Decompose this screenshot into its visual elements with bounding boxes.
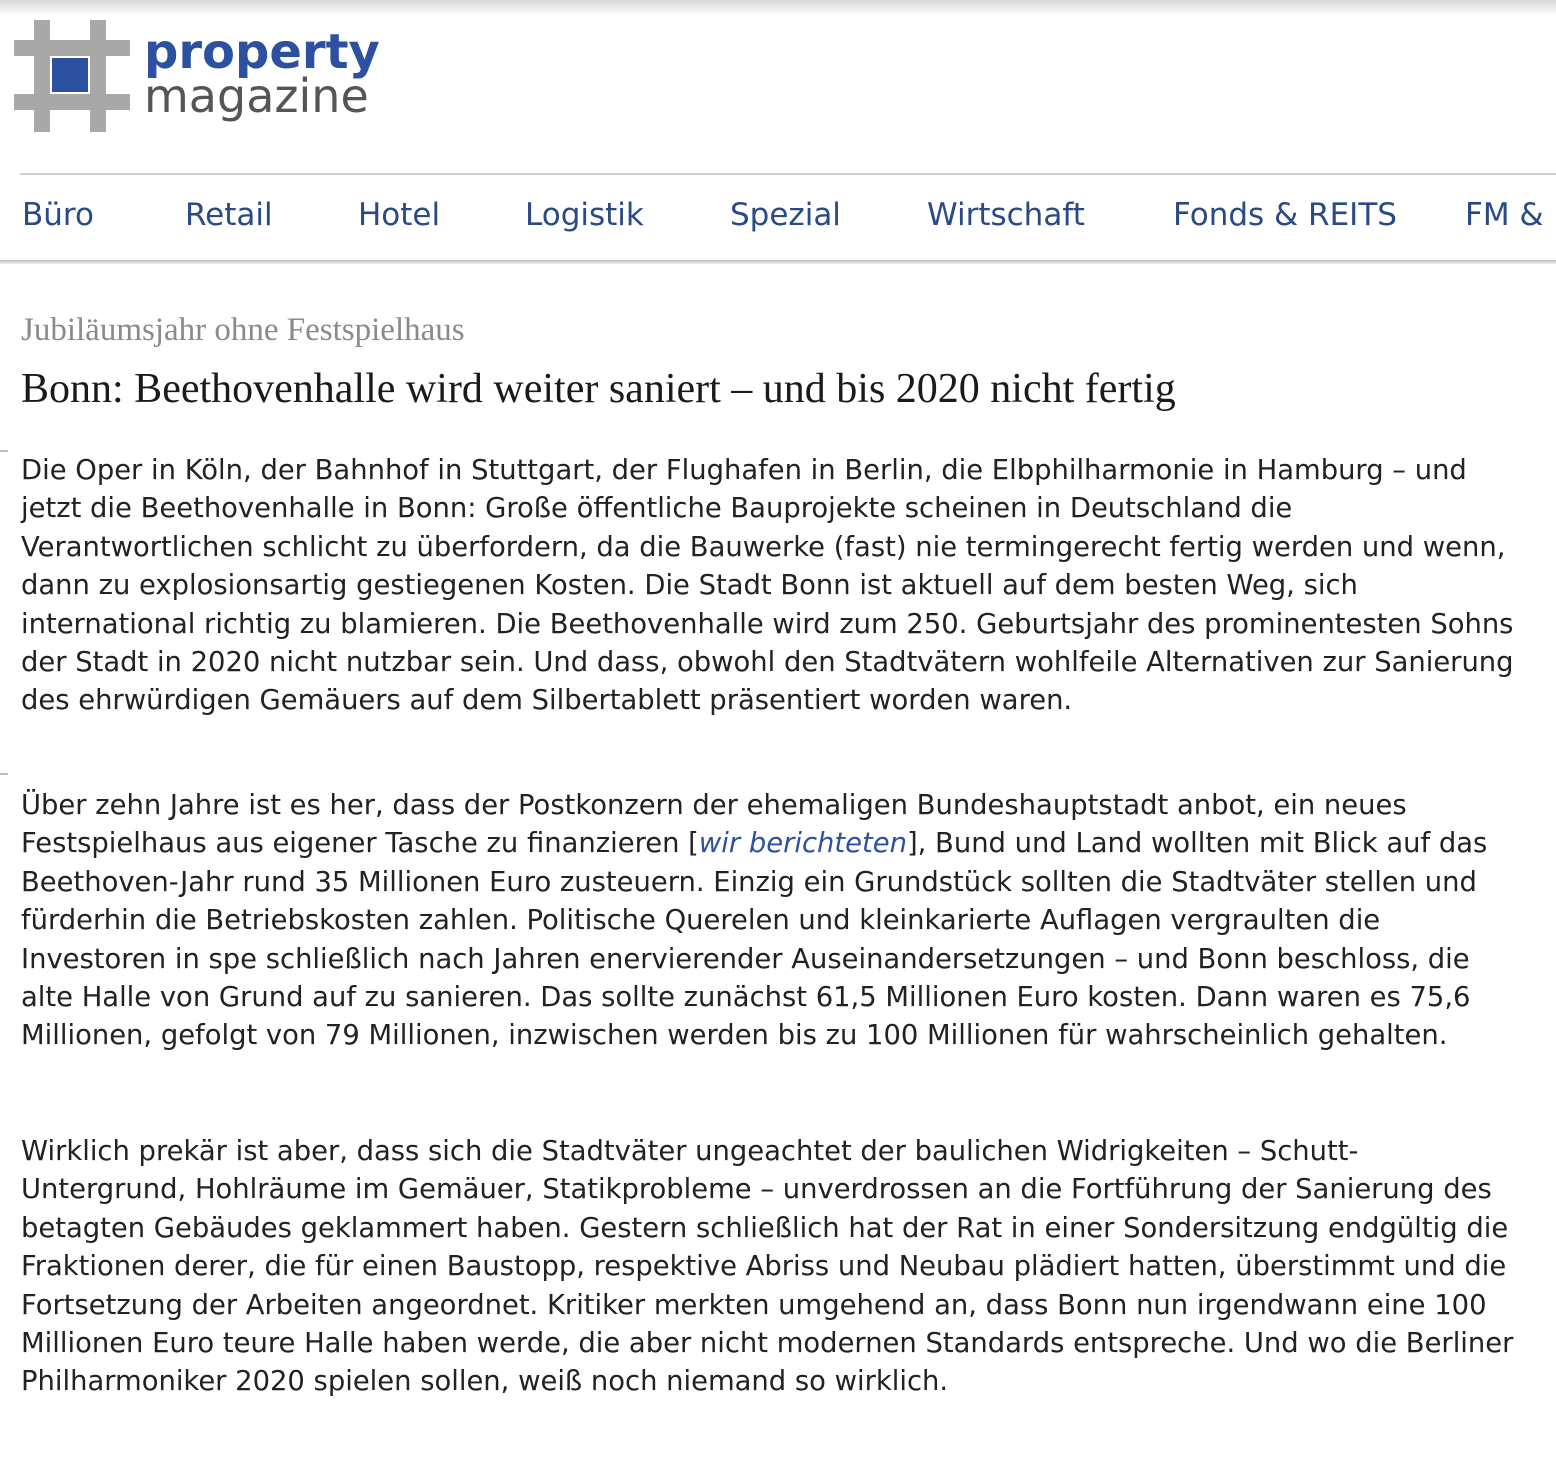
nav-item-fm[interactable]: FM & (1465, 197, 1544, 233)
nav-item-hotel[interactable]: Hotel (358, 197, 441, 233)
paragraph-2-text-start: Über zehn Jahre ist es her, dass der Postkonzern der ehemaligen Bundeshauptstadt anbot, ein neues Festspielhaus aus eigener Tasche zu finanzieren [ (21, 790, 1407, 860)
nav-item-spezial[interactable]: Spezial (730, 197, 841, 233)
nav-item-fonds-reits[interactable]: Fonds & REITS (1173, 197, 1397, 233)
wir-berichteten-link[interactable]: wir berichteten (698, 828, 907, 860)
logo-text-property: property (144, 24, 380, 80)
logo-grid-icon (14, 20, 130, 132)
margin-marker (0, 773, 8, 775)
article-paragraph-2 (21, 787, 1521, 1056)
site-logo[interactable] (14, 20, 434, 132)
article-paragraph-1: Die Oper in Köln, der Bahnhof in Stuttgart, der Flughafen in Berlin, die Elbphilharmonie in Hamburg – und jetzt die Beethovenhalle in Bonn: Große öffentliche Bauprojekte scheinen in Deutschland die Verantwortlichen schlicht zu überfordern, da die Bauwerke (fast) nie termingerecht fertig werden und wenn, dann zu explosionsartig gestiegenen Kosten. Die Stadt Bonn ist aktuell auf dem besten Weg, sich international richtig zu blamieren. Die Beethovenhalle wird zum 250. Geburtsjahr des prominentesten Sohns der Stadt in 2020 nicht nutzbar sein. Und dass, obwohl den Stadtvätern wohlfeile Alternativen zur Sanierung des ehrwürdigen Gemäuers auf dem Silbertablett präsentiert worden waren. (21, 455, 1514, 717)
article-headline: Bonn: Beethovenhalle wird weiter saniert – und bis 2020 nicht fertig (21, 366, 1176, 412)
nav-item-wirtschaft[interactable]: Wirtschaft (927, 197, 1085, 233)
nav-item-buero[interactable]: Büro (22, 197, 94, 233)
article-kicker: Jubiläumsjahr ohne Festspielhaus (21, 312, 465, 348)
logo-text-magazine: magazine (144, 69, 369, 123)
nav-item-retail[interactable]: Retail (185, 197, 273, 233)
top-shadow (0, 0, 1556, 16)
margin-marker (0, 450, 8, 452)
nav-divider-bottom (0, 260, 1556, 264)
nav-item-logistik[interactable]: Logistik (525, 197, 644, 233)
paragraph-2-text-end: ], Bund und Land wollten mit Blick auf das Beethoven-Jahr rund 35 Millionen Euro zusteuern. Einzig ein Grundstück sollten die Stadtväter stellen und fürderhin die Betriebskosten zahlen. Politische Querelen und kleinkarierte Auflagen vergraulten die Investoren in spe schließlich nach Jahren enervierender Auseinandersetzungen – und Bonn beschloss, die alte Halle von Grund auf zu sanieren. Das sollte zunächst 61,5 Millionen Euro kosten. Dann waren es 75,6 Millionen, gefolgt von 79 Millionen, inzwischen werden bis zu 100 Millionen für wahrscheinlich gehalten. (21, 828, 1488, 1052)
main-navigation (22, 192, 1556, 242)
article-paragraph-3: Wirklich prekär ist aber, dass sich die Stadtväter ungeachtet der baulichen Widrigkeiten – Schutt-Untergrund, Hohlräume im Gemäuer, Statikprobleme – unverdrossen an die Fortführung der Sanierung des betagten Gebäudes geklammert haben. Gestern schließlich hat der Rat in einer Sondersitzung endgültig die Fraktionen derer, die für einen Baustopp, respektive Abriss und Neubau plädiert hatten, überstimmt und die Fortsetzung der Arbeiten angeordnet. Kritiker merkten umgehend an, dass Bonn nun irgendwann eine 100 Millionen Euro teure Halle haben werde, die aber nicht modernen Standards entspreche. Und wo die Berliner Philharmoniker 2020 spielen sollen, weiß noch niemand so wirklich. (21, 1136, 1514, 1398)
nav-divider-top (20, 173, 1556, 175)
